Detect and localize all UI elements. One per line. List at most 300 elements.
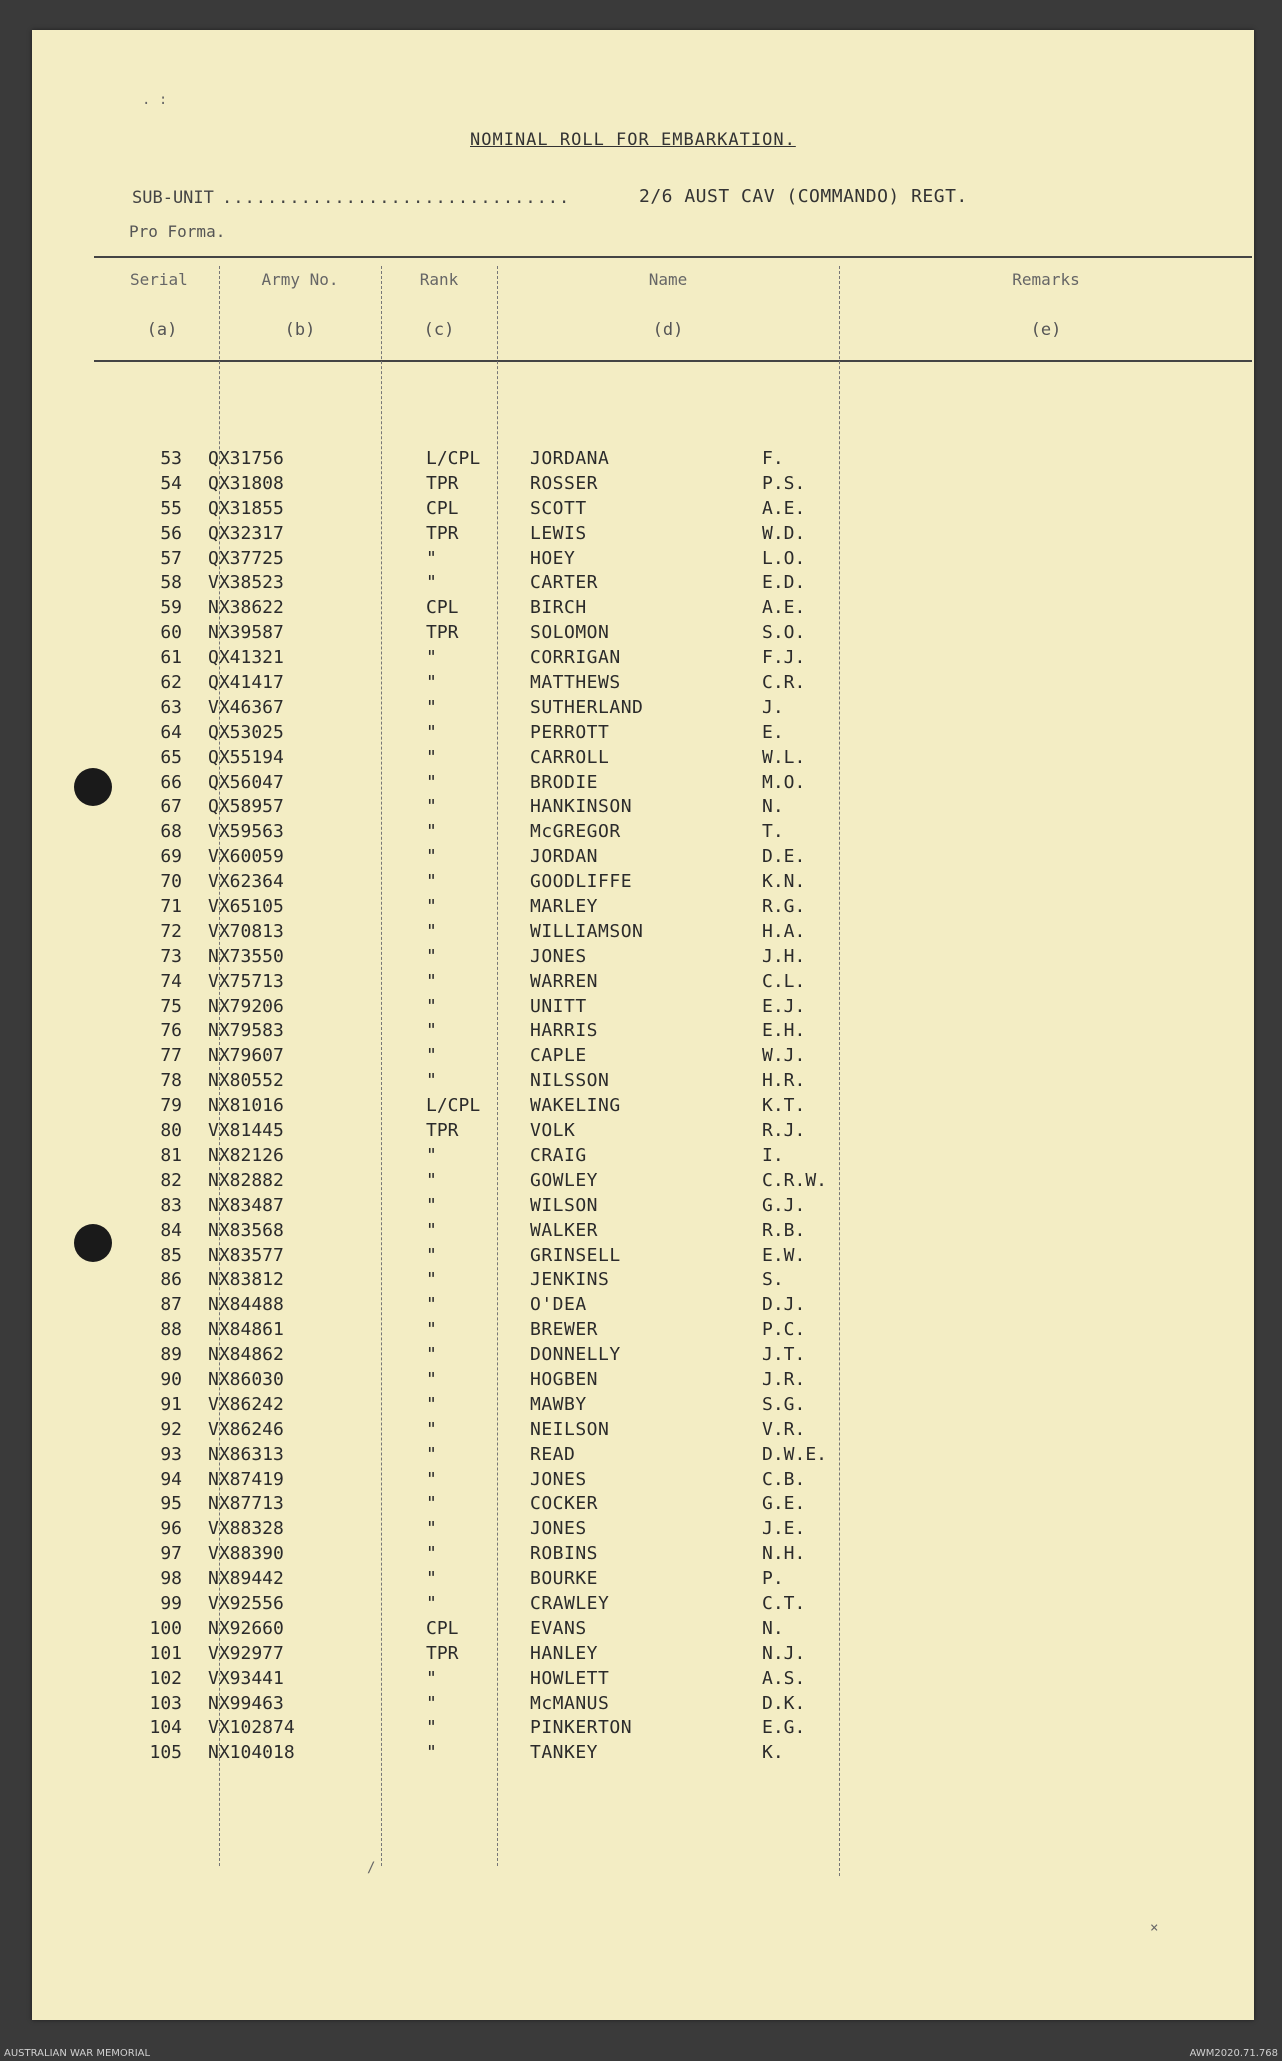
initials-cell: J.E. bbox=[762, 1518, 806, 1540]
army-no-cell: NX84861 bbox=[208, 1319, 284, 1341]
serial-cell: 84 bbox=[160, 1219, 182, 1241]
document-page bbox=[32, 30, 1254, 2020]
table-row bbox=[32, 1170, 1254, 1195]
header-bottom-rule bbox=[94, 360, 1252, 362]
army-no-cell: VX86242 bbox=[208, 1393, 284, 1415]
table-row bbox=[32, 896, 1254, 921]
col-serial-letter: (a) bbox=[146, 320, 178, 340]
rank-cell: " bbox=[426, 1568, 437, 1590]
rank-cell: " bbox=[426, 696, 437, 718]
table-row bbox=[32, 971, 1254, 996]
initials-cell: P.S. bbox=[762, 472, 806, 494]
archive-footer bbox=[0, 2038, 1282, 2061]
pencil-mark: . : bbox=[142, 92, 168, 108]
serial-cell: 64 bbox=[160, 721, 182, 743]
rank-cell: " bbox=[426, 1742, 437, 1764]
col-remarks-label: Remarks bbox=[1012, 270, 1080, 289]
army-no-cell: QX41417 bbox=[208, 672, 284, 694]
unit-name: 2/6 AUST CAV (COMMANDO) REGT. bbox=[639, 186, 968, 207]
serial-cell: 56 bbox=[160, 522, 182, 544]
col-army-no-label: Army No. bbox=[261, 270, 339, 289]
surname-cell: HANLEY bbox=[530, 1642, 599, 1664]
initials-cell: D.K. bbox=[762, 1692, 806, 1714]
army-no-cell: VX88390 bbox=[208, 1543, 284, 1565]
army-no-cell: NX87419 bbox=[208, 1468, 284, 1490]
table-row bbox=[32, 747, 1254, 772]
serial-cell: 65 bbox=[160, 746, 182, 768]
serial-cell: 81 bbox=[160, 1144, 182, 1166]
serial-cell: 60 bbox=[160, 622, 182, 644]
initials-cell: D.J. bbox=[762, 1294, 806, 1316]
serial-cell: 88 bbox=[160, 1319, 182, 1341]
army-no-cell: QX53025 bbox=[208, 721, 284, 743]
army-no-cell: NX39587 bbox=[208, 622, 284, 644]
army-no-cell: NX86313 bbox=[208, 1443, 284, 1465]
surname-cell: MATTHEWS bbox=[530, 672, 621, 694]
rank-cell: " bbox=[426, 1543, 437, 1565]
table-row bbox=[32, 871, 1254, 896]
initials-cell: C.R.W. bbox=[762, 1169, 828, 1191]
table-row bbox=[32, 1444, 1254, 1469]
table-row bbox=[32, 1618, 1254, 1643]
initials-cell: D.W.E. bbox=[762, 1443, 828, 1465]
surname-cell: COCKER bbox=[530, 1493, 599, 1515]
rank-cell: " bbox=[426, 1194, 437, 1216]
table-row bbox=[32, 946, 1254, 971]
army-no-cell: NX82882 bbox=[208, 1169, 284, 1191]
initials-cell: H.A. bbox=[762, 920, 806, 942]
serial-cell: 69 bbox=[160, 846, 182, 868]
serial-cell: 99 bbox=[160, 1592, 182, 1614]
army-no-cell: QX55194 bbox=[208, 746, 284, 768]
army-no-cell: NX82126 bbox=[208, 1144, 284, 1166]
table-row bbox=[32, 821, 1254, 846]
serial-cell: 92 bbox=[160, 1418, 182, 1440]
subunit-dots: ............................... bbox=[222, 188, 571, 208]
table-row bbox=[32, 921, 1254, 946]
initials-cell: R.J. bbox=[762, 1120, 806, 1142]
serial-cell: 53 bbox=[160, 448, 182, 469]
pencil-mark: × bbox=[1150, 1920, 1159, 1936]
army-no-cell: NX83568 bbox=[208, 1219, 284, 1241]
surname-cell: WILLIAMSON bbox=[530, 920, 644, 942]
document-title: NOMINAL ROLL FOR EMBARKATION. bbox=[470, 130, 796, 150]
serial-cell: 102 bbox=[149, 1667, 182, 1689]
rank-cell: " bbox=[426, 547, 437, 569]
army-no-cell: QX32317 bbox=[208, 522, 284, 544]
initials-cell: M.O. bbox=[762, 771, 806, 793]
initials-cell: G.E. bbox=[762, 1493, 806, 1515]
rank-cell: " bbox=[426, 970, 437, 992]
army-no-cell: VX88328 bbox=[208, 1518, 284, 1540]
serial-cell: 90 bbox=[160, 1368, 182, 1390]
serial-cell: 105 bbox=[149, 1742, 182, 1764]
rank-cell: " bbox=[426, 821, 437, 843]
initials-cell: C.R. bbox=[762, 672, 806, 694]
col-serial-label: Serial bbox=[130, 270, 188, 289]
rank-cell: TPR bbox=[426, 1120, 459, 1142]
rank-cell: " bbox=[426, 871, 437, 893]
initials-cell: E.W. bbox=[762, 1244, 806, 1266]
army-no-cell: NX38622 bbox=[208, 597, 284, 619]
table-row bbox=[32, 1568, 1254, 1593]
serial-cell: 79 bbox=[160, 1095, 182, 1117]
initials-cell: N.J. bbox=[762, 1642, 806, 1664]
initials-cell: N. bbox=[762, 1617, 784, 1639]
initials-cell: E.J. bbox=[762, 995, 806, 1017]
surname-cell: SUTHERLAND bbox=[530, 696, 644, 718]
rank-cell: " bbox=[426, 896, 437, 918]
rank-cell: " bbox=[426, 1294, 437, 1316]
serial-cell: 67 bbox=[160, 796, 182, 818]
serial-cell: 83 bbox=[160, 1194, 182, 1216]
surname-cell: SOLOMON bbox=[530, 622, 610, 644]
serial-cell: 95 bbox=[160, 1493, 182, 1515]
table-row bbox=[32, 548, 1254, 573]
table-row bbox=[32, 796, 1254, 821]
initials-cell: S. bbox=[762, 1269, 784, 1291]
surname-cell: JORDAN bbox=[530, 846, 599, 868]
initials-cell: C.B. bbox=[762, 1468, 806, 1490]
army-no-cell: NX79607 bbox=[208, 1045, 284, 1067]
rank-cell: CPL bbox=[426, 597, 459, 619]
army-no-cell: VX92556 bbox=[208, 1592, 284, 1614]
initials-cell: R.B. bbox=[762, 1219, 806, 1241]
initials-cell: T. bbox=[762, 821, 784, 843]
army-no-cell: VX60059 bbox=[208, 846, 284, 868]
initials-cell: J.H. bbox=[762, 945, 806, 967]
initials-cell: J. bbox=[762, 696, 784, 718]
table-row bbox=[32, 1269, 1254, 1294]
rank-cell: " bbox=[426, 721, 437, 743]
initials-cell: P.C. bbox=[762, 1319, 806, 1341]
army-no-cell: NX79206 bbox=[208, 995, 284, 1017]
rank-cell: " bbox=[426, 1443, 437, 1465]
surname-cell: NILSSON bbox=[530, 1070, 610, 1092]
table-row bbox=[32, 622, 1254, 647]
army-no-cell: NX84488 bbox=[208, 1294, 284, 1316]
serial-cell: 82 bbox=[160, 1169, 182, 1191]
footer-accession-number: AWM2020.71.768 bbox=[1189, 2048, 1278, 2059]
surname-cell: UNITT bbox=[530, 995, 587, 1017]
rank-cell: CPL bbox=[426, 1617, 459, 1639]
table-row bbox=[32, 1394, 1254, 1419]
initials-cell: A.E. bbox=[762, 497, 806, 519]
serial-cell: 59 bbox=[160, 597, 182, 619]
surname-cell: MARLEY bbox=[530, 896, 599, 918]
serial-cell: 98 bbox=[160, 1568, 182, 1590]
initials-cell: J.R. bbox=[762, 1368, 806, 1390]
rank-cell: " bbox=[426, 995, 437, 1017]
table-row bbox=[32, 1245, 1254, 1270]
rank-cell: TPR bbox=[426, 472, 459, 494]
initials-cell: E. bbox=[762, 721, 784, 743]
table-row bbox=[32, 1518, 1254, 1543]
table-row bbox=[32, 1120, 1254, 1145]
table-row bbox=[32, 572, 1254, 597]
initials-cell: P. bbox=[762, 1568, 784, 1590]
rank-cell: " bbox=[426, 1219, 437, 1241]
table-row bbox=[32, 473, 1254, 498]
initials-cell: E.D. bbox=[762, 572, 806, 594]
army-no-cell: VX102874 bbox=[208, 1717, 295, 1739]
army-no-cell: VX62364 bbox=[208, 871, 284, 893]
serial-cell: 91 bbox=[160, 1393, 182, 1415]
army-no-cell: VX38523 bbox=[208, 572, 284, 594]
surname-cell: HOGBEN bbox=[530, 1368, 599, 1390]
table-row bbox=[32, 647, 1254, 672]
initials-cell: A.S. bbox=[762, 1667, 806, 1689]
serial-cell: 100 bbox=[149, 1617, 182, 1639]
army-no-cell: VX70813 bbox=[208, 920, 284, 942]
army-no-cell: QX41321 bbox=[208, 647, 284, 669]
surname-cell: CARTER bbox=[530, 572, 599, 594]
initials-cell: C.T. bbox=[762, 1592, 806, 1614]
army-no-cell: QX37725 bbox=[208, 547, 284, 569]
initials-cell: I. bbox=[762, 1144, 784, 1166]
surname-cell: JONES bbox=[530, 1468, 587, 1490]
col-remarks-letter: (e) bbox=[1030, 320, 1062, 340]
rank-cell: TPR bbox=[426, 522, 459, 544]
rank-cell: " bbox=[426, 1070, 437, 1092]
surname-cell: CORRIGAN bbox=[530, 647, 621, 669]
rank-cell: " bbox=[426, 1144, 437, 1166]
rank-cell: " bbox=[426, 1717, 437, 1739]
surname-cell: ROBINS bbox=[530, 1543, 599, 1565]
table-row bbox=[32, 1693, 1254, 1718]
surname-cell: WILSON bbox=[530, 1194, 599, 1216]
army-no-cell: NX87713 bbox=[208, 1493, 284, 1515]
surname-cell: EVANS bbox=[530, 1617, 587, 1639]
rank-cell: TPR bbox=[426, 622, 459, 644]
initials-cell: J.T. bbox=[762, 1344, 806, 1366]
serial-cell: 97 bbox=[160, 1543, 182, 1565]
surname-cell: TANKEY bbox=[530, 1742, 599, 1764]
table-row bbox=[32, 1045, 1254, 1070]
army-no-cell: NX99463 bbox=[208, 1692, 284, 1714]
surname-cell: MAWBY bbox=[530, 1393, 587, 1415]
surname-cell: JONES bbox=[530, 1518, 587, 1540]
army-no-cell: NX73550 bbox=[208, 945, 284, 967]
surname-cell: GOWLEY bbox=[530, 1169, 599, 1191]
serial-cell: 96 bbox=[160, 1518, 182, 1540]
initials-cell: E.G. bbox=[762, 1717, 806, 1739]
serial-cell: 66 bbox=[160, 771, 182, 793]
rank-cell: " bbox=[426, 1045, 437, 1067]
initials-cell: V.R. bbox=[762, 1418, 806, 1440]
serial-cell: 78 bbox=[160, 1070, 182, 1092]
surname-cell: BOURKE bbox=[530, 1568, 599, 1590]
surname-cell: CARROLL bbox=[530, 746, 610, 768]
army-no-cell: VX92977 bbox=[208, 1642, 284, 1664]
rank-cell: " bbox=[426, 746, 437, 768]
surname-cell: O'DEA bbox=[530, 1294, 587, 1316]
serial-cell: 77 bbox=[160, 1045, 182, 1067]
table-row bbox=[32, 722, 1254, 747]
table-row bbox=[32, 1369, 1254, 1394]
table-row bbox=[32, 1344, 1254, 1369]
surname-cell: JORDANA bbox=[530, 448, 610, 469]
rank-cell: CPL bbox=[426, 497, 459, 519]
rank-cell: L/CPL bbox=[426, 1095, 481, 1117]
army-no-cell: VX93441 bbox=[208, 1667, 284, 1689]
rank-cell: " bbox=[426, 1667, 437, 1689]
rank-cell: " bbox=[426, 1269, 437, 1291]
rank-cell: " bbox=[426, 1518, 437, 1540]
surname-cell: VOLK bbox=[530, 1120, 576, 1142]
army-no-cell: QX31855 bbox=[208, 497, 284, 519]
army-no-cell: QX31808 bbox=[208, 472, 284, 494]
table-row bbox=[32, 1742, 1254, 1767]
initials-cell: S.G. bbox=[762, 1393, 806, 1415]
subunit-label: SUB-UNIT bbox=[132, 188, 214, 208]
table-row bbox=[32, 1419, 1254, 1444]
initials-cell: C.L. bbox=[762, 970, 806, 992]
surname-cell: HARRIS bbox=[530, 1020, 599, 1042]
table-row bbox=[32, 672, 1254, 697]
serial-cell: 104 bbox=[149, 1717, 182, 1739]
rank-cell: " bbox=[426, 1393, 437, 1415]
serial-cell: 55 bbox=[160, 497, 182, 519]
header-top-rule bbox=[94, 256, 1252, 258]
serial-cell: 87 bbox=[160, 1294, 182, 1316]
army-no-cell: VX75713 bbox=[208, 970, 284, 992]
initials-cell: F.J. bbox=[762, 647, 806, 669]
initials-cell: H.R. bbox=[762, 1070, 806, 1092]
serial-cell: 63 bbox=[160, 696, 182, 718]
serial-cell: 101 bbox=[149, 1642, 182, 1664]
table-row bbox=[32, 772, 1254, 797]
army-no-cell: NX83577 bbox=[208, 1244, 284, 1266]
rank-cell: " bbox=[426, 1244, 437, 1266]
rank-cell: " bbox=[426, 1169, 437, 1191]
nominal-roll-rows bbox=[32, 448, 1254, 1767]
pencil-mark: / bbox=[367, 1860, 376, 1876]
surname-cell: HANKINSON bbox=[530, 796, 633, 818]
initials-cell: K.N. bbox=[762, 871, 806, 893]
table-row bbox=[32, 1070, 1254, 1095]
surname-cell: LEWIS bbox=[530, 522, 587, 544]
army-no-cell: VX65105 bbox=[208, 896, 284, 918]
rank-cell: " bbox=[426, 945, 437, 967]
footer-institution: AUSTRALIAN WAR MEMORIAL bbox=[4, 2048, 151, 2059]
surname-cell: SCOTT bbox=[530, 497, 587, 519]
table-row bbox=[32, 448, 1254, 473]
table-row bbox=[32, 1717, 1254, 1742]
table-row bbox=[32, 846, 1254, 871]
table-row bbox=[32, 1294, 1254, 1319]
serial-cell: 94 bbox=[160, 1468, 182, 1490]
table-row bbox=[32, 1095, 1254, 1120]
surname-cell: WALKER bbox=[530, 1219, 599, 1241]
surname-cell: JENKINS bbox=[530, 1269, 610, 1291]
surname-cell: CAPLE bbox=[530, 1045, 587, 1067]
pro-forma-label: Pro Forma. bbox=[129, 222, 226, 241]
table-row bbox=[32, 1469, 1254, 1494]
army-no-cell: NX92660 bbox=[208, 1617, 284, 1639]
serial-cell: 61 bbox=[160, 647, 182, 669]
table-row bbox=[32, 523, 1254, 548]
col-name-label: Name bbox=[648, 270, 688, 289]
rank-cell: TPR bbox=[426, 1642, 459, 1664]
army-no-cell: NX83487 bbox=[208, 1194, 284, 1216]
serial-cell: 75 bbox=[160, 995, 182, 1017]
serial-cell: 54 bbox=[160, 472, 182, 494]
serial-cell: 85 bbox=[160, 1244, 182, 1266]
col-name-letter: (d) bbox=[652, 320, 684, 340]
army-no-cell: NX81016 bbox=[208, 1095, 284, 1117]
surname-cell: PERROTT bbox=[530, 721, 610, 743]
army-no-cell: VX59563 bbox=[208, 821, 284, 843]
initials-cell: K. bbox=[762, 1742, 784, 1764]
army-no-cell: QX31756 bbox=[208, 448, 284, 469]
surname-cell: HOEY bbox=[530, 547, 576, 569]
table-row bbox=[32, 1145, 1254, 1170]
table-row bbox=[32, 697, 1254, 722]
rank-cell: " bbox=[426, 1468, 437, 1490]
table-row bbox=[32, 1493, 1254, 1518]
serial-cell: 68 bbox=[160, 821, 182, 843]
serial-cell: 58 bbox=[160, 572, 182, 594]
serial-cell: 72 bbox=[160, 920, 182, 942]
surname-cell: McGREGOR bbox=[530, 821, 621, 843]
serial-cell: 70 bbox=[160, 871, 182, 893]
serial-cell: 93 bbox=[160, 1443, 182, 1465]
table-row bbox=[32, 597, 1254, 622]
serial-cell: 71 bbox=[160, 896, 182, 918]
initials-cell: W.D. bbox=[762, 522, 806, 544]
serial-cell: 89 bbox=[160, 1344, 182, 1366]
surname-cell: JONES bbox=[530, 945, 587, 967]
surname-cell: GOODLIFFE bbox=[530, 871, 633, 893]
army-no-cell: NX79583 bbox=[208, 1020, 284, 1042]
surname-cell: WARREN bbox=[530, 970, 599, 992]
army-no-cell: NX80552 bbox=[208, 1070, 284, 1092]
initials-cell: N. bbox=[762, 796, 784, 818]
initials-cell: K.T. bbox=[762, 1095, 806, 1117]
rank-cell: " bbox=[426, 1368, 437, 1390]
initials-cell: L.O. bbox=[762, 547, 806, 569]
serial-cell: 62 bbox=[160, 672, 182, 694]
army-no-cell: VX81445 bbox=[208, 1120, 284, 1142]
table-row bbox=[32, 1319, 1254, 1344]
rank-cell: L/CPL bbox=[426, 448, 481, 469]
surname-cell: CRAIG bbox=[530, 1144, 587, 1166]
surname-cell: ROSSER bbox=[530, 472, 599, 494]
surname-cell: BREWER bbox=[530, 1319, 599, 1341]
serial-cell: 86 bbox=[160, 1269, 182, 1291]
rank-cell: " bbox=[426, 796, 437, 818]
serial-cell: 80 bbox=[160, 1120, 182, 1142]
col-rank-letter: (c) bbox=[423, 320, 455, 340]
serial-cell: 73 bbox=[160, 945, 182, 967]
rank-cell: " bbox=[426, 1692, 437, 1714]
initials-cell: E.H. bbox=[762, 1020, 806, 1042]
initials-cell: N.H. bbox=[762, 1543, 806, 1565]
initials-cell: F. bbox=[762, 448, 784, 469]
col-rank-label: Rank bbox=[419, 270, 459, 289]
rank-cell: " bbox=[426, 672, 437, 694]
army-no-cell: QX58957 bbox=[208, 796, 284, 818]
army-no-cell: QX56047 bbox=[208, 771, 284, 793]
table-row bbox=[32, 1020, 1254, 1045]
table-row bbox=[32, 1543, 1254, 1568]
surname-cell: McMANUS bbox=[530, 1692, 610, 1714]
rank-cell: " bbox=[426, 1418, 437, 1440]
surname-cell: CRAWLEY bbox=[530, 1592, 610, 1614]
serial-cell: 74 bbox=[160, 970, 182, 992]
initials-cell: R.G. bbox=[762, 896, 806, 918]
